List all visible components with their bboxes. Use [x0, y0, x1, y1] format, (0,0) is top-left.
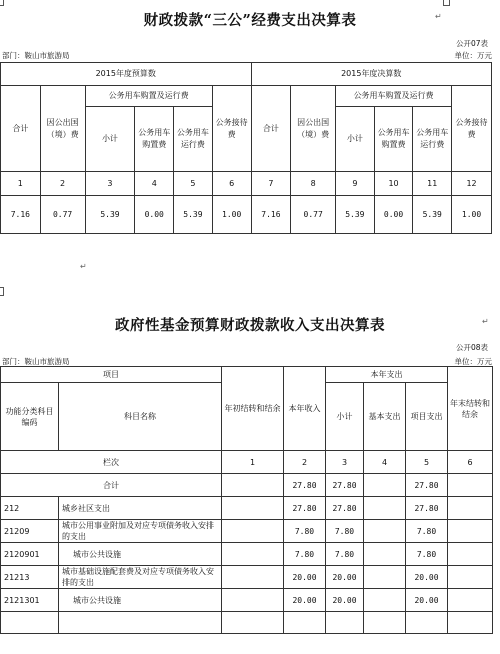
func-code: 21213 — [1, 566, 59, 589]
row-total-label: 合计 — [1, 474, 222, 497]
col-subtotal: 小计 — [85, 107, 135, 172]
table-row — [1, 589, 493, 612]
total-subtotal: 27.80 — [326, 474, 364, 497]
exp-basic — [364, 612, 406, 634]
exp-project — [406, 612, 448, 634]
exp-subtotal: 7.80 — [326, 543, 364, 566]
total-end — [448, 474, 493, 497]
func-code: 212 — [1, 497, 59, 520]
col-exp-basic: 基本支出 — [364, 383, 406, 451]
corner-marker — [0, 0, 4, 6]
total-project: 27.80 — [406, 474, 448, 497]
index-cell: 1 — [1, 172, 41, 196]
exp-project: 7.80 — [406, 520, 448, 543]
begin-balance — [222, 497, 284, 520]
col-exp-project: 项目支出 — [406, 383, 448, 451]
col-begin-balance: 年初结转和结余 — [222, 367, 284, 451]
index-cell: 2 — [40, 172, 85, 196]
paragraph-mark: ↵ — [80, 262, 87, 271]
paragraph-mark: ↵ — [482, 317, 489, 326]
exp-project: 7.80 — [406, 543, 448, 566]
value-cell: 5.39 — [413, 196, 452, 234]
value-cell: 5.39 — [85, 196, 135, 234]
total-income: 27.80 — [284, 474, 326, 497]
col-reception: 公务接待费 — [212, 86, 251, 172]
exp-basic — [364, 497, 406, 520]
end-balance — [448, 612, 493, 634]
table2-unit: 单位：万元 — [454, 357, 492, 366]
col-vehicle-group: 公务用车购置及运行费 — [85, 86, 212, 107]
subject-name: 城市公共设施 — [59, 543, 222, 566]
index-cell: 9 — [336, 172, 375, 196]
index-cell: 10 — [374, 172, 413, 196]
total-basic — [364, 474, 406, 497]
col-subtotal: 小计 — [336, 107, 375, 172]
exp-project: 20.00 — [406, 589, 448, 612]
begin-balance — [222, 566, 284, 589]
table1-form-number: 公开07表 — [455, 39, 488, 48]
index-row — [1, 451, 493, 474]
exp-basic — [364, 566, 406, 589]
value-cell: 1.00 — [452, 196, 492, 234]
value-cell: 0.77 — [40, 196, 85, 234]
begin-balance — [222, 612, 284, 634]
col-subject-name: 科目名称 — [59, 383, 222, 451]
end-balance — [448, 566, 493, 589]
col-operation: 公务用车运行费 — [413, 107, 452, 172]
table1-department: 部门：鞍山市旅游局 — [2, 51, 70, 60]
func-code: 2120901 — [1, 543, 59, 566]
col-vehicle-group: 公务用车购置及运行费 — [336, 86, 452, 107]
col-purchase: 公务用车购置费 — [374, 107, 413, 172]
income — [284, 612, 326, 634]
income: 7.80 — [284, 520, 326, 543]
index-cell: 6 — [212, 172, 251, 196]
total-row — [1, 474, 493, 497]
table-row — [1, 497, 493, 520]
paragraph-mark: ↵ — [435, 12, 442, 21]
corner-marker — [443, 0, 450, 6]
col-total: 合计 — [1, 86, 41, 172]
value-cell: 7.16 — [1, 196, 41, 234]
exp-project: 20.00 — [406, 566, 448, 589]
col-func-code: 功能分类科目编码 — [1, 383, 59, 451]
exp-subtotal — [326, 612, 364, 634]
end-balance — [448, 589, 493, 612]
value-cell: 7.16 — [251, 196, 291, 234]
exp-subtotal: 20.00 — [326, 589, 364, 612]
index-row — [1, 172, 492, 196]
income: 27.80 — [284, 497, 326, 520]
actual-header: 2015年度决算数 — [251, 63, 491, 86]
col-expense-group: 本年支出 — [326, 367, 448, 383]
table-row — [1, 520, 493, 543]
index-cell: 7 — [251, 172, 291, 196]
col-operation: 公务用车运行费 — [174, 107, 213, 172]
col-end-balance: 年末结转和结余 — [448, 367, 493, 451]
begin-balance — [222, 520, 284, 543]
value-cell: 0.00 — [135, 196, 174, 234]
table2-form-number: 公开08表 — [455, 343, 488, 352]
total-begin — [222, 474, 284, 497]
table-row — [1, 566, 493, 589]
income: 20.00 — [284, 566, 326, 589]
index-cell: 12 — [452, 172, 492, 196]
exp-basic — [364, 589, 406, 612]
index-cell: 2 — [284, 451, 326, 474]
exp-basic — [364, 543, 406, 566]
value-cell: 5.39 — [336, 196, 375, 234]
subject-name: 城市公共设施 — [59, 589, 222, 612]
value-cell: 1.00 — [212, 196, 251, 234]
end-balance — [448, 520, 493, 543]
index-cell: 1 — [222, 451, 284, 474]
col-total: 合计 — [251, 86, 291, 172]
value-cell: 0.77 — [291, 196, 336, 234]
index-cell: 11 — [413, 172, 452, 196]
col-item: 项目 — [1, 367, 222, 383]
exp-subtotal: 20.00 — [326, 566, 364, 589]
func-code: 21209 — [1, 520, 59, 543]
exp-project: 27.80 — [406, 497, 448, 520]
budget-header: 2015年度预算数 — [1, 63, 252, 86]
subject-name: 城市基础设施配套费及对应专项债务收入安排的支出 — [59, 566, 222, 589]
end-balance — [448, 543, 493, 566]
exp-subtotal: 7.80 — [326, 520, 364, 543]
col-income: 本年收入 — [284, 367, 326, 451]
subject-name: 城市公用事业附加及对应专项债务收入安排的支出 — [59, 520, 222, 543]
index-cell: 4 — [364, 451, 406, 474]
col-reception: 公务接待费 — [452, 86, 492, 172]
col-abroad: 因公出国（境）费 — [40, 86, 85, 172]
value-row — [1, 196, 492, 234]
col-exp-subtotal: 小计 — [326, 383, 364, 451]
table-row — [1, 543, 493, 566]
row-index-label: 栏次 — [1, 451, 222, 474]
subject-name — [59, 612, 222, 634]
three-public-expense-table — [0, 62, 492, 234]
index-cell: 8 — [291, 172, 336, 196]
income: 20.00 — [284, 589, 326, 612]
table2-department: 部门：鞍山市旅游局 — [2, 357, 70, 366]
index-cell: 3 — [326, 451, 364, 474]
government-fund-table — [0, 366, 493, 634]
end-balance — [448, 497, 493, 520]
index-cell: 6 — [448, 451, 493, 474]
table-row — [1, 612, 493, 634]
value-cell: 5.39 — [174, 196, 213, 234]
begin-balance — [222, 589, 284, 612]
index-cell: 3 — [85, 172, 135, 196]
exp-basic — [364, 520, 406, 543]
table1-title: 财政拨款“三公”经费支出决算表 — [143, 12, 357, 29]
index-cell: 5 — [406, 451, 448, 474]
func-code — [1, 612, 59, 634]
index-cell: 4 — [135, 172, 174, 196]
exp-subtotal: 27.80 — [326, 497, 364, 520]
income: 7.80 — [284, 543, 326, 566]
table1-unit: 单位：万元 — [454, 51, 492, 60]
index-cell: 5 — [174, 172, 213, 196]
corner-marker — [0, 287, 4, 296]
subject-name: 城乡社区支出 — [59, 497, 222, 520]
func-code: 2121301 — [1, 589, 59, 612]
col-purchase: 公务用车购置费 — [135, 107, 174, 172]
table2-title: 政府性基金预算财政拨款收入支出决算表 — [115, 317, 385, 334]
begin-balance — [222, 543, 284, 566]
col-abroad: 因公出国（境）费 — [291, 86, 336, 172]
value-cell: 0.00 — [374, 196, 413, 234]
